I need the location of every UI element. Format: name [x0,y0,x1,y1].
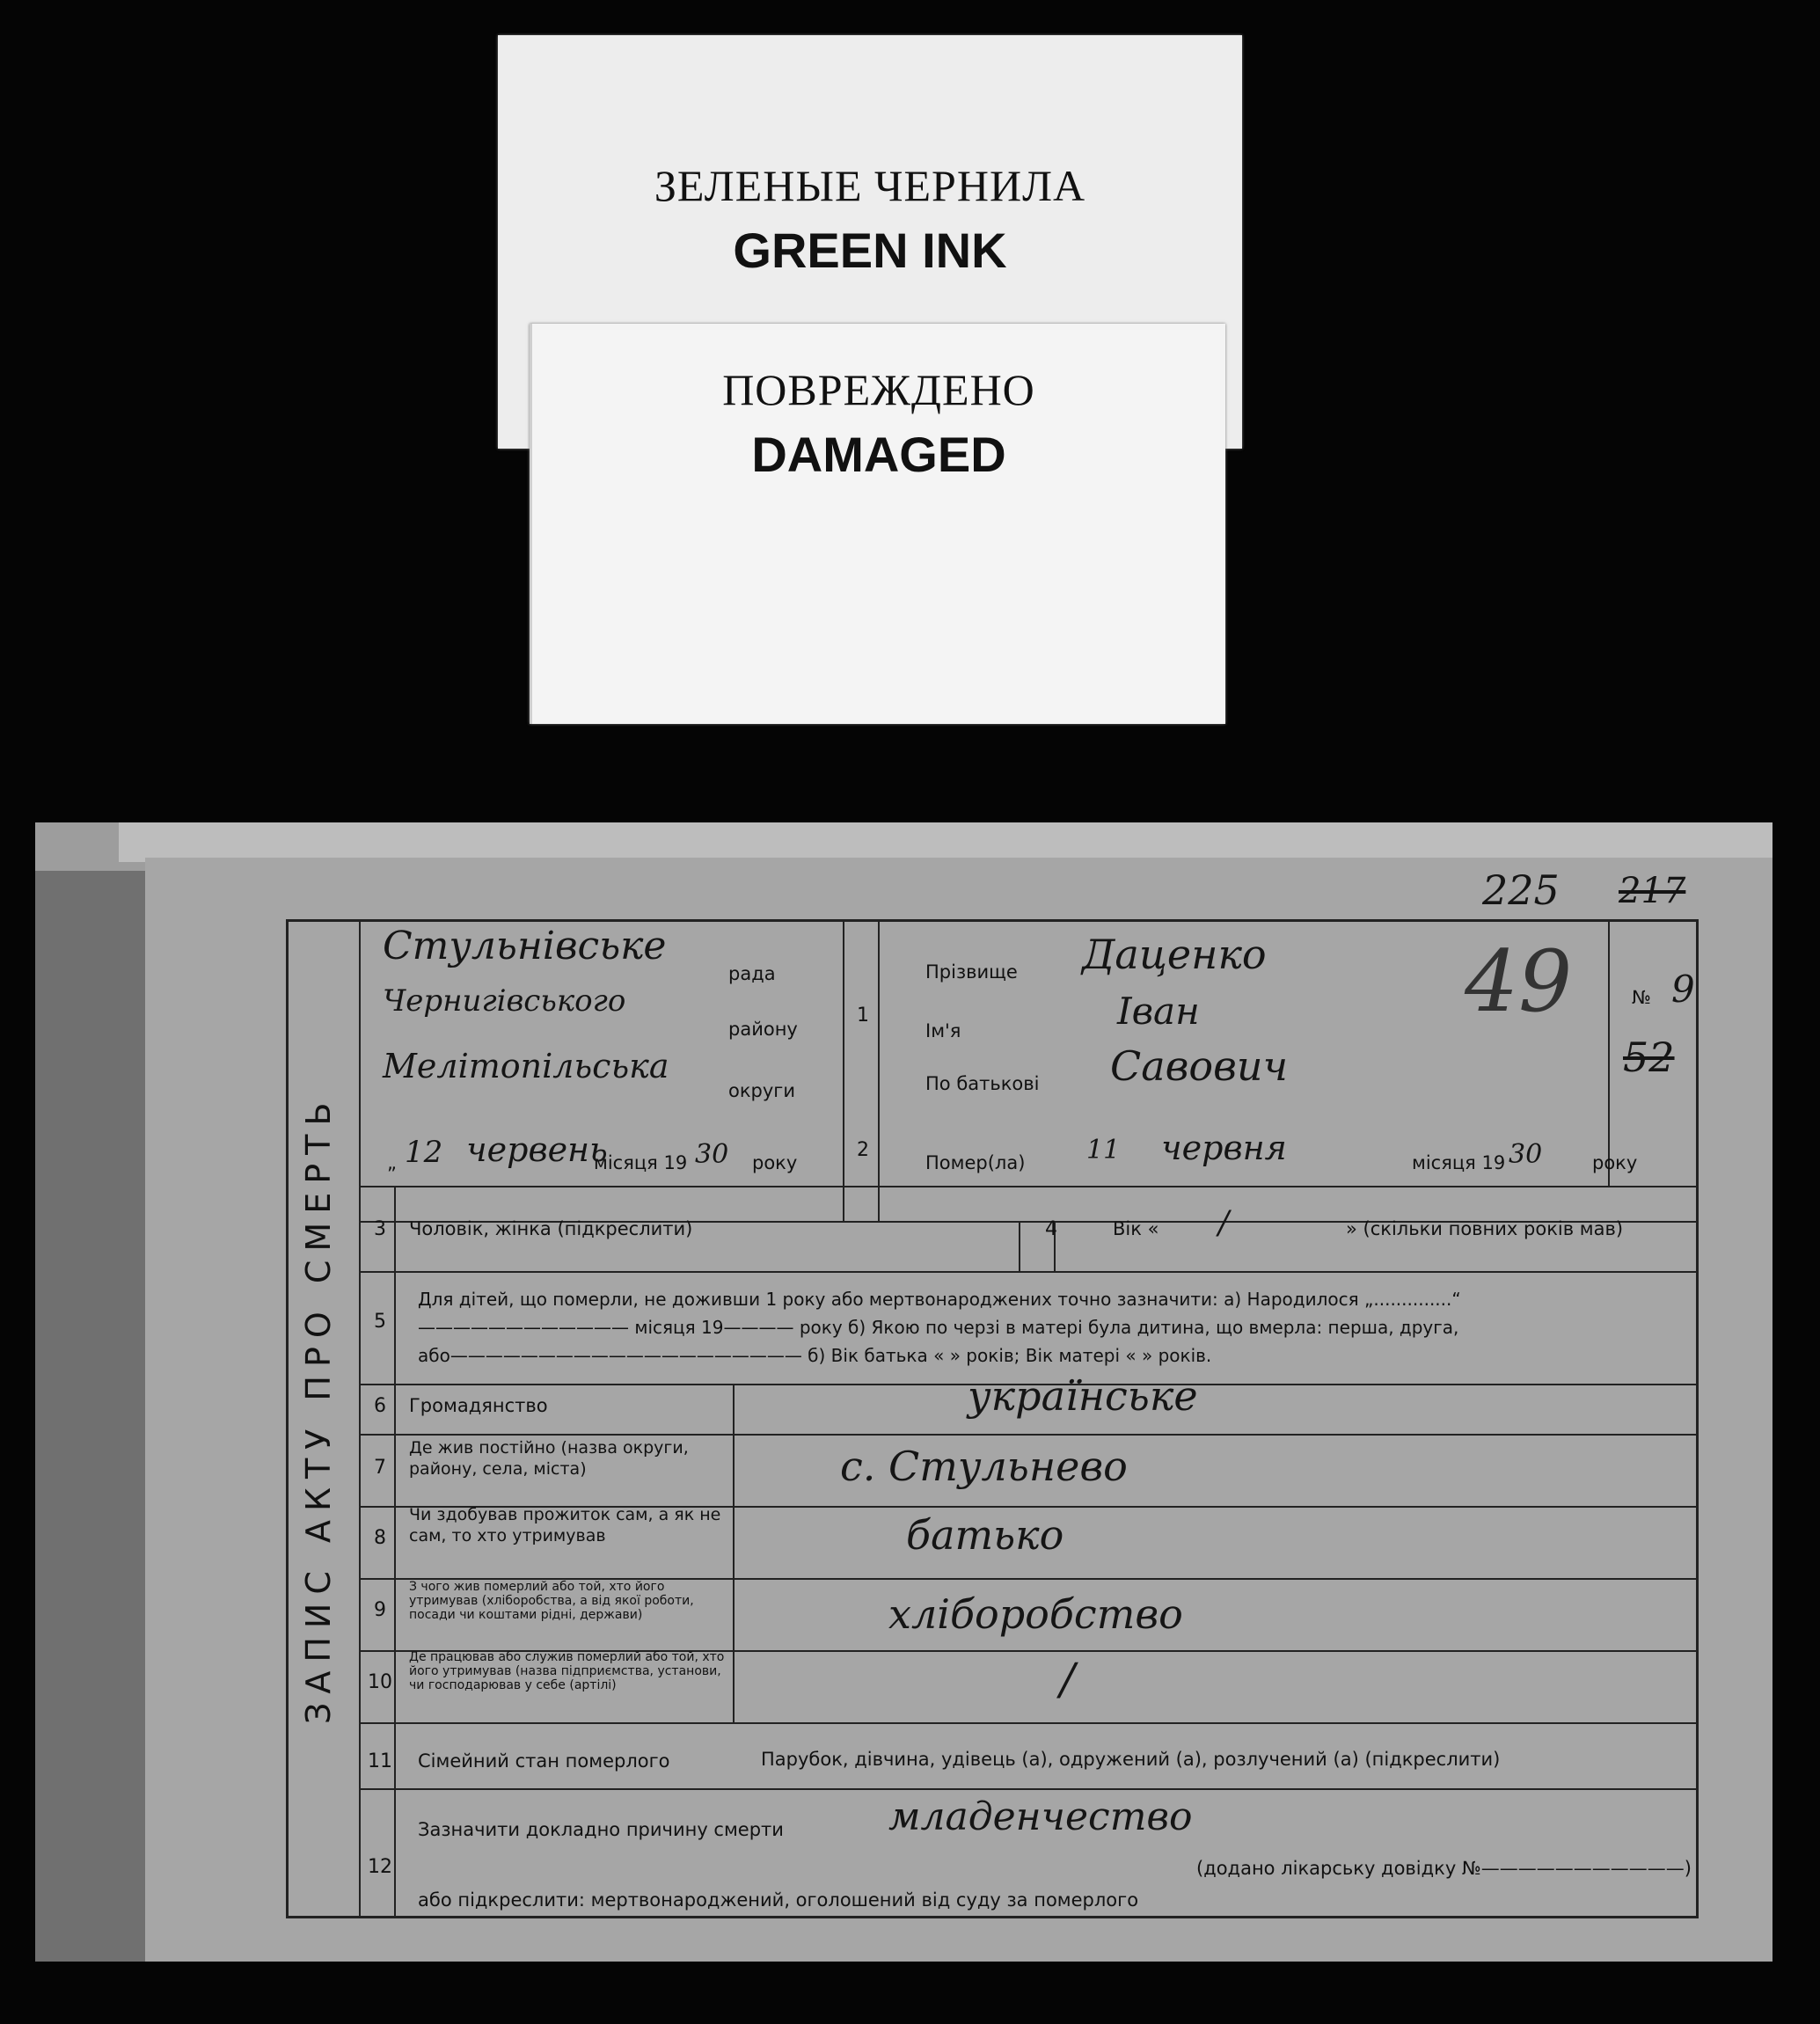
row-number: 9 [374,1599,386,1621]
green-ink-ru: ЗЕЛЕНЫЕ ЧЕРНИЛА [654,161,1086,210]
died-day: 11 [1086,1135,1121,1165]
damaged-ru: ПОВРЕЖДЕНО [722,365,1035,414]
record-year: 30 [695,1139,729,1170]
cause-value: младенчество [888,1794,1193,1839]
name-label: Ім'я [925,1020,961,1041]
row-number: 2 [857,1139,869,1161]
form-top-edge [119,822,1772,862]
record-month: червень [466,1130,608,1169]
archive-number-old: 217 [1619,871,1686,911]
form-left-binding [35,871,145,1962]
died-month-label: місяця 19 [1412,1152,1506,1173]
cause-label: Зазначити докладно причину смерти [418,1819,784,1840]
grid-line [359,1271,1696,1273]
archive-number-new: 225 [1482,866,1560,914]
okruga-label: округи [728,1080,795,1101]
rayon-handwritten: Чернигівського [383,983,626,1019]
citizenship-value: українське [968,1372,1198,1420]
residence-label: Де жив постійно (назва округи, району, села, міста) [409,1438,689,1479]
grid-line [1019,1221,1020,1271]
grid-line [359,1186,1696,1187]
row-number: 8 [374,1527,386,1549]
row-number: 1 [857,1005,869,1027]
grid-line [359,1434,1696,1436]
date-quote-open: „ [387,1152,397,1173]
record-month-label: місяця 19 [594,1152,688,1173]
record-number: 9 [1671,968,1695,1011]
age-suffix: » (скільки повних років мав) [1346,1218,1624,1239]
green-ink-en: GREEN INK [733,223,1007,278]
damaged-en: DAMAGED [751,427,1006,482]
row-number: 7 [374,1457,386,1479]
infant-line-3: або———————————————————— б) Вік батька « » років; Вік матері « » років. [418,1345,1212,1366]
okruga-handwritten: Мелітопільська [383,1047,669,1085]
occupation-value: хліборобство [888,1590,1183,1638]
livelihood-label: Чи здобував прожиток сам, а як не сам, то хто утримував [409,1505,721,1545]
died-month: червня [1161,1129,1287,1167]
rada-handwritten: Стульнівське [383,924,667,968]
form-title: ЗАПИС АКТУ ПРО СМЕРТЬ [299,1093,338,1724]
grid-line [878,922,880,1221]
age-value: / [1218,1205,1230,1241]
patronymic-label: По батькові [925,1073,1040,1094]
surname-value: Даценко [1082,931,1267,978]
row-number: 12 [368,1856,392,1878]
record-year-label: року [752,1152,798,1173]
row-number: 4 [1045,1218,1057,1240]
workplace-value: / [1060,1654,1075,1705]
rayon-label: району [728,1019,798,1040]
row-number: 5 [374,1311,386,1333]
citizenship-label: Громадянство [409,1395,548,1416]
infant-line-2: ———————————— місяця 19———— року б) Якою по черзі в матері була дитина, що вмерла: перша, друга, [418,1317,1459,1338]
damaged-label-card [530,324,1225,724]
record-day: 12 [405,1135,443,1170]
died-year: 30 [1509,1139,1543,1170]
infant-line-1: Для дітей, що померли, не доживши 1 року або мертвонароджених точно зазначити: а) Народилося „..............“ [418,1289,1461,1310]
grid-line [733,1384,735,1722]
grid-line [359,1788,1696,1790]
record-number-label: № [1632,987,1651,1008]
died-year-label: року [1592,1152,1638,1173]
grid-line [1608,922,1610,1186]
name-value: Іван [1117,990,1200,1033]
rada-label: рада [728,963,776,984]
grid-line [394,1186,396,1916]
occupation-label: З чого жив померлий або той, хто його утримував (хліборобства, а від якої роботи, посади чи коштами рідні, держави) [409,1580,694,1622]
grid-line [359,1722,1696,1724]
marital-status-options: Парубок, дівчина, удівець (а), одружений (а), розлучений (а) (підкреслити) [761,1749,1501,1770]
age-label: Вік « [1113,1218,1159,1239]
died-label: Помер(ла) [925,1152,1026,1173]
row-number: 6 [374,1395,386,1417]
row-number: 11 [368,1750,392,1772]
stillborn-text: або підкреслити: мертвонароджений, оголошений від суду за померлого [418,1889,1139,1911]
grid-line [359,922,361,1916]
row-number: 3 [374,1218,386,1240]
sex-field: Чоловік, жінка (підкреслити) [409,1218,693,1239]
marital-status-label: Сімейний стан померлого [418,1750,670,1772]
workplace-label: Де працював або служив померлий або той, хто його утримував (назва підприємства, установи, чи господарював у себе (артілі) [409,1650,725,1692]
certificate-text: (додано лікарську довідку №———————————) [1196,1858,1692,1879]
grid-line [843,922,844,1221]
livelihood-value: батько [906,1511,1064,1559]
row-number: 10 [368,1671,392,1693]
patronymic-value: Савович [1110,1042,1289,1090]
surname-label: Прізвище [925,961,1018,983]
record-number-old: 52 [1623,1034,1675,1081]
handwritten-mark: 49 [1465,932,1573,1031]
residence-value: с. Стульнево [840,1443,1128,1490]
